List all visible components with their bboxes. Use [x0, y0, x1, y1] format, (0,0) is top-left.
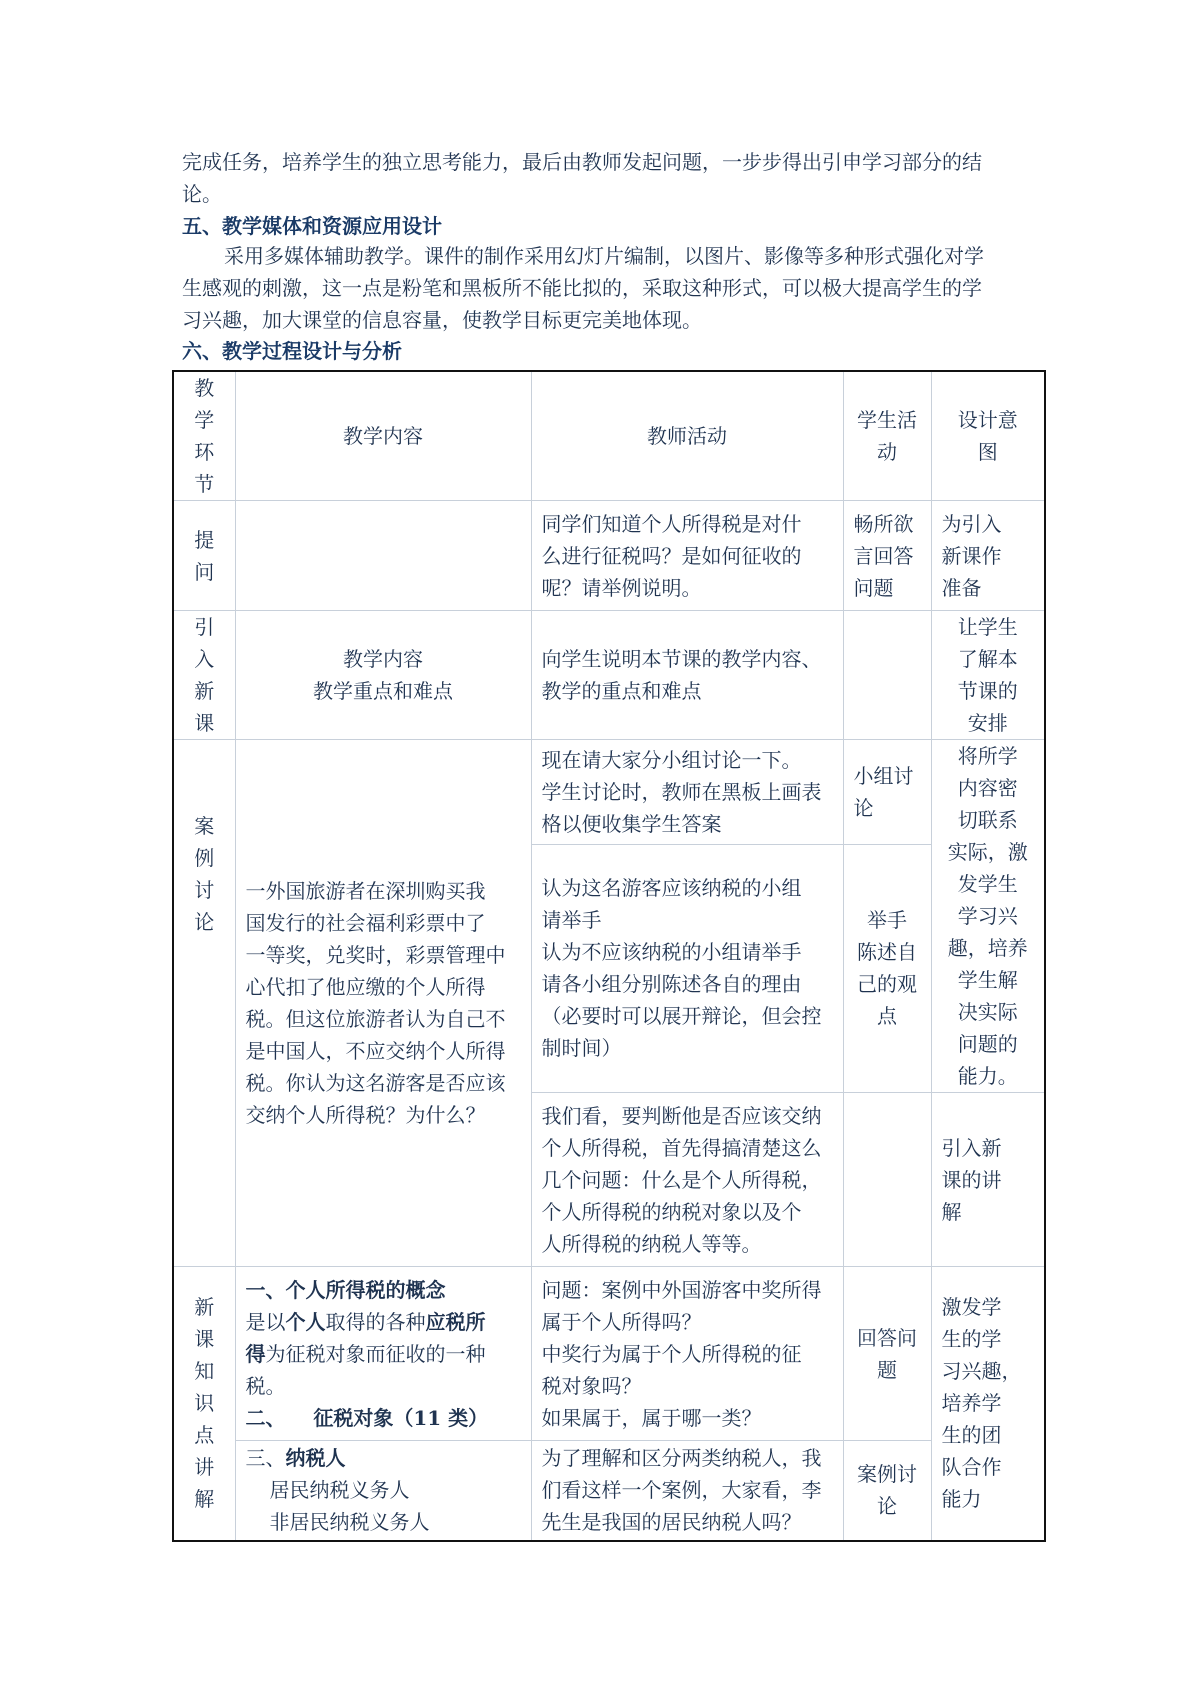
table-row [173, 1441, 1045, 1541]
stage-cell: 提 问 [173, 501, 235, 611]
teacher-cell: 向学生说明本节课的教学内容、 教学的重点和难点 [531, 611, 843, 740]
stage-cell: 案 例 讨 论 [173, 740, 235, 1267]
teaching-process-table [172, 370, 1046, 1542]
intro-line: 论。 [182, 182, 222, 206]
teacher-cell: 现在请大家分小组讨论一下。 学生讨论时，教师在黑板上画表 格以便收集学生答案 [531, 740, 843, 845]
student-cell: 案例讨 论 [843, 1441, 931, 1541]
student-cell [843, 611, 931, 740]
section5-paragraph [182, 240, 1032, 336]
student-cell: 小组讨 论 [843, 740, 931, 845]
stage-cell: 引 入 新 课 [173, 611, 235, 740]
content-cell [235, 501, 531, 611]
section5-line: 习兴趣，加大课堂的信息容量，使教学目标更完美地体现。 [182, 308, 702, 332]
header-content: 教学内容 [235, 371, 531, 501]
concept-definition: 是以个人取得的各种应税所 [245, 1309, 486, 1334]
section6-heading: 六、教学过程设计与分析 [182, 339, 402, 363]
header-teacher: 教师活动 [531, 371, 843, 501]
concept-title: 一、个人所得税的概念 [245, 1277, 446, 1302]
student-cell: 回答问 题 [843, 1267, 931, 1441]
stage-cell: 新 课 知 识 点 讲 解 [173, 1267, 235, 1541]
table-row [173, 501, 1045, 611]
content-cell: 教学内容 教学重点和难点 [235, 611, 531, 740]
section5-heading: 五、教学媒体和资源应用设计 [182, 214, 442, 238]
header-intent: 设计意 图 [931, 371, 1045, 501]
taxpayer-item: 非居民纳税义务人 [269, 1510, 430, 1535]
table-row [173, 1267, 1045, 1441]
header-student: 学生活 动 [843, 371, 931, 501]
intent-cell: 引入新 课的讲 解 [931, 1093, 1045, 1267]
case-content-cell: 一外国旅游者在深圳购买我 国发行的社会福利彩票中了 一等奖，兑奖时，彩票管理中 心代扣了他应缴的个人所得 税。但这位旅游者认为自己不 是中国人，不应交纳个人所得 税。你认为这名游客是否应该 交纳个人所得税？为什么？ [235, 740, 531, 1267]
teacher-cell: 为了理解和区分两类纳税人，我 们看这样一个案例，大家看，李 先生是我国的居民纳税人吗？ [531, 1441, 843, 1541]
student-cell: 举手 陈述自 己的观 点 [843, 844, 931, 1092]
header-stage: 教 学 环 节 [173, 371, 235, 501]
table-row [173, 611, 1045, 740]
teacher-cell: 同学们知道个人所得税是对什 么进行征税吗？是如何征收的 呢？请举例说明。 [531, 501, 843, 611]
tax-object-title: 二、 征税对象（11 类） [245, 1405, 489, 1430]
intent-cell: 为引入 新课作 准备 [931, 501, 1045, 611]
table-header-row [173, 371, 1045, 501]
intro-line: 完成任务，培养学生的独立思考能力，最后由教师发起问题，一步步得出引申学习部分的结 [182, 150, 982, 174]
intent-cell: 将所学 内容密 切联系 实际，激 发学生 学习兴 趣，培养 学生解 决实际 问题的 能力。 [931, 740, 1045, 1093]
concept-content-cell: 一、个人所得税的概念 是以个人取得的各种应税所 得为征税对象而征收的一种 税。 二、 征税对象（11 类） [235, 1267, 531, 1441]
intent-cell: 让学生 了解本 节课的 安排 [931, 611, 1045, 740]
teacher-cell: 我们看，要判断他是否应该交纳 个人所得税，首先得搞清楚这么 几个问题：什么是个人所得税， 个人所得税的纳税对象以及个 人所得税的纳税人等等。 [531, 1093, 843, 1267]
student-cell: 畅所欲 言回答 问题 [843, 501, 931, 611]
student-cell [843, 1093, 931, 1267]
taxpayer-content-cell [235, 1441, 531, 1541]
section5-line: 采用多媒体辅助教学。课件的制作采用幻灯片编制，以图片、影像等多种形式强化对学 [224, 244, 984, 268]
taxpayer-title: 三、纳税人 [245, 1446, 346, 1471]
table-row [173, 740, 1045, 845]
intent-cell: 激发学 生的学 习兴趣， 培养学 生的团 队合作 能力 [931, 1267, 1045, 1541]
intro-paragraph [182, 146, 1032, 210]
teacher-cell: 问题：案例中外国游客中奖所得 属于个人所得吗？ 中奖行为属于个人所得税的征 税对象吗？ 如果属于，属于哪一类？ [531, 1267, 843, 1441]
taxpayer-item: 居民纳税义务人 [269, 1478, 410, 1503]
teacher-cell: 认为这名游客应该纳税的小组 请举手 认为不应该纳税的小组请举手 请各小组分别陈述各自的理由 （必要时可以展开辩论，但会控 制时间） [531, 844, 843, 1092]
section5-line: 生感观的刺激，这一点是粉笔和黑板所不能比拟的，采取这种形式，可以极大提高学生的学 [182, 276, 982, 300]
